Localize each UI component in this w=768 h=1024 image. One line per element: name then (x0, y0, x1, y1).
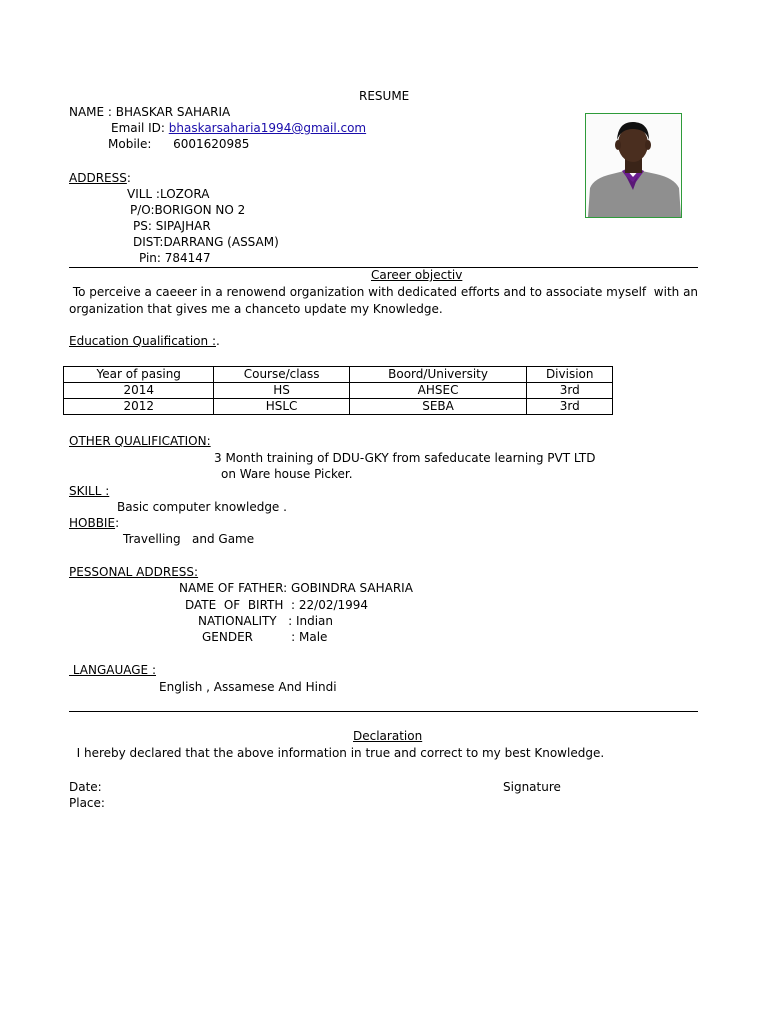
table-header-cell: Division (527, 367, 613, 383)
address-heading (69, 170, 131, 186)
table-row (64, 383, 613, 399)
language-value: English , Assamese And Hindi (159, 680, 337, 694)
place-label: Place: (69, 796, 105, 810)
address-vill: VILL :LOZORA (127, 187, 210, 201)
career-line-2: organization that gives me a chanceto update my Knowledge. (69, 302, 443, 316)
personal-nationality: NATIONALITY : Indian (198, 614, 333, 628)
education-heading (69, 333, 220, 349)
hobbie-value: Travelling and Game (123, 532, 255, 546)
mobile-label: Mobile: (108, 137, 152, 151)
hobbie-heading-text: HOBBIE (69, 516, 116, 530)
table-cell: HS (214, 383, 349, 399)
personal-heading: PESSONAL ADDRESS: (69, 565, 199, 579)
hobbie-heading (69, 515, 119, 531)
email-label: Email ID: (111, 121, 169, 135)
career-heading: Career objectiv (371, 268, 463, 282)
name-line (69, 104, 230, 120)
profile-photo (585, 113, 682, 218)
mobile-value: 6001620985 (173, 137, 250, 151)
personal-gender: GENDER : Male (202, 630, 328, 644)
person-photo-icon (586, 114, 681, 217)
address-po: P/O:BORIGON NO 2 (130, 203, 246, 217)
divider-bottom (69, 711, 698, 712)
table-cell: 3rd (527, 383, 613, 399)
hobbie-heading-colon: : (115, 516, 120, 530)
declaration-heading: Declaration (353, 729, 423, 743)
table-row (64, 399, 613, 415)
table-header-cell: Course/class (214, 367, 349, 383)
declaration-text: I hereby declared that the above information in true and correct to my best Knowledge. (69, 746, 605, 760)
skill-heading: SKILL : (69, 484, 110, 498)
career-line-1: To perceive a caeeer in a renowend organization with dedicated efforts and to associate myself with an (69, 285, 699, 299)
name-value: BHASKAR SAHARIA (115, 105, 231, 119)
language-heading: LANGAUAGE : (69, 663, 156, 677)
education-heading-suffix: . (215, 334, 220, 348)
education-table (63, 366, 613, 415)
other-qualification-line-2: on Ware house Picker. (221, 467, 353, 481)
address-heading-colon: : (126, 171, 131, 185)
address-dist: DIST:DARRANG (ASSAM) (133, 235, 279, 249)
email-line (111, 120, 366, 136)
table-header-cell: Boord/University (349, 367, 527, 383)
personal-dob: DATE OF BIRTH : 22/02/1994 (185, 598, 369, 612)
address-pin: Pin: 784147 (139, 251, 211, 265)
table-header-row (64, 367, 613, 383)
name-label: NAME : (69, 105, 116, 119)
address-ps: PS: SIPAJHAR (133, 219, 211, 233)
mobile-line (108, 136, 249, 152)
address-heading-text: ADDRESS (69, 171, 127, 185)
table-cell: SEBA (349, 399, 527, 415)
table-cell: 3rd (527, 399, 613, 415)
education-heading-text: Education Qualification : (69, 334, 216, 348)
date-label: Date: (69, 780, 102, 794)
table-cell: 2012 (64, 399, 214, 415)
table-cell: 2014 (64, 383, 214, 399)
resume-title: RESUME (359, 89, 410, 103)
skill-value: Basic computer knowledge . (117, 500, 287, 514)
other-qualification-heading: OTHER QUALIFICATION: (69, 434, 211, 448)
personal-father: NAME OF FATHER: GOBINDRA SAHARIA (179, 581, 413, 595)
table-header-cell: Year of pasing (64, 367, 214, 383)
email-link[interactable]: bhaskarsaharia1994@gmail.com (168, 121, 367, 135)
table-cell: HSLC (214, 399, 349, 415)
signature-label: Signature (503, 780, 561, 794)
table-cell: AHSEC (349, 383, 527, 399)
other-qualification-line-1: 3 Month training of DDU-GKY from safeducate learning PVT LTD (214, 451, 596, 465)
